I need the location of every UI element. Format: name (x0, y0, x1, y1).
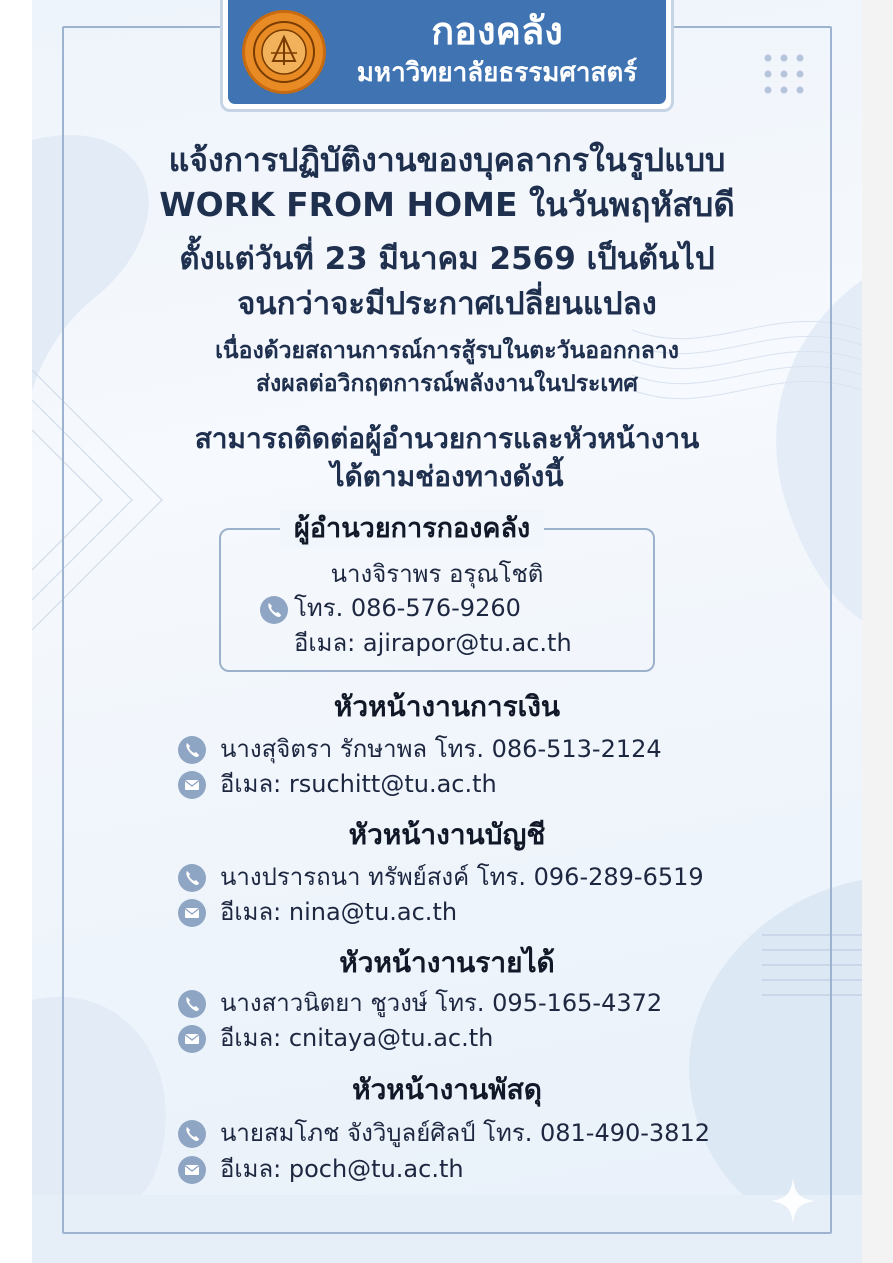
page-margin (862, 0, 893, 1263)
announcement-until: จนกว่าจะมีประกาศเปลี่ยนแปลง (237, 286, 657, 322)
sparkle-decoration (768, 1176, 818, 1226)
procurement-head-contact[interactable]: นายสมโภช จังวิบูลย์ศิลป์ โทร. 081-490-3812 (220, 1119, 710, 1147)
revenue-head-email[interactable]: อีเมล: cnitaya@tu.ac.th (220, 1024, 494, 1052)
department-title: กองคลัง (431, 9, 563, 53)
finance-head-contact[interactable]: นางสุจิตรา รักษาพล โทร. 086-513-2124 (220, 735, 662, 763)
university-seal-icon (242, 10, 326, 94)
phone-icon (178, 736, 206, 764)
director-email[interactable]: อีเมล: ajirapor@tu.ac.th (294, 629, 572, 657)
envelope-icon (178, 1156, 206, 1184)
phone-icon (178, 1120, 206, 1148)
director-phone[interactable]: โทร. 086-576-9260 (294, 594, 521, 622)
director-title: ผู้อำนวยการกองคลัง (280, 510, 544, 548)
reason-line-1: เนื่องด้วยสถานการณ์การสู้รบในตะวันออกกลาง (215, 338, 679, 364)
phone-icon (178, 864, 206, 892)
section-title-revenue: หัวหน้างานรายได้ (339, 946, 555, 979)
contact-intro-1: สามารถติดต่อผู้อำนวยการและหัวหน้างาน (194, 422, 700, 455)
procurement-head-email[interactable]: อีเมล: poch@tu.ac.th (220, 1155, 464, 1183)
announcement-line-2: WORK FROM HOME ในวันพฤหัสบดี (159, 185, 735, 224)
finance-head-email[interactable]: อีเมล: rsuchitt@tu.ac.th (220, 770, 497, 798)
dot-grid-decoration (762, 52, 812, 102)
university-name: มหาวิทยาลัยธรรมศาสตร์ (356, 58, 638, 88)
revenue-head-contact[interactable]: นางสาวนิตยา ชูวงษ์ โทร. 095-165-4372 (220, 989, 663, 1017)
section-title-accounting: หัวหน้างานบัญชี (348, 818, 546, 851)
phone-icon (260, 596, 288, 624)
announcement-date: ตั้งแต่วันที่ 23 มีนาคม 2569 เป็นต้นไป (179, 241, 715, 277)
reason-line-2: ส่งผลต่อวิกฤตการณ์พลังงานในประเทศ (255, 371, 639, 397)
contact-intro-2: ได้ตามช่องทางดังนี้ (330, 460, 564, 493)
accounting-head-contact[interactable]: นางปรารถนา ทรัพย์สงค์ โทร. 096-289-6519 (220, 863, 704, 891)
envelope-icon (178, 771, 206, 799)
envelope-icon (178, 1025, 206, 1053)
header-banner (220, 0, 674, 112)
envelope-icon (178, 899, 206, 927)
section-title-finance: หัวหน้างานการเงิน (333, 690, 561, 723)
section-title-procurement: หัวหน้างานพัสดุ (352, 1073, 542, 1106)
director-name: นางจิราพร อรุณโชติ (330, 560, 544, 588)
announcement-line-1: แจ้งการปฏิบัติงานของบุคลากรในรูปแบบ (168, 141, 726, 179)
accounting-head-email[interactable]: อีเมล: nina@tu.ac.th (220, 898, 458, 926)
announcement-poster (32, 0, 862, 1263)
phone-icon (178, 990, 206, 1018)
